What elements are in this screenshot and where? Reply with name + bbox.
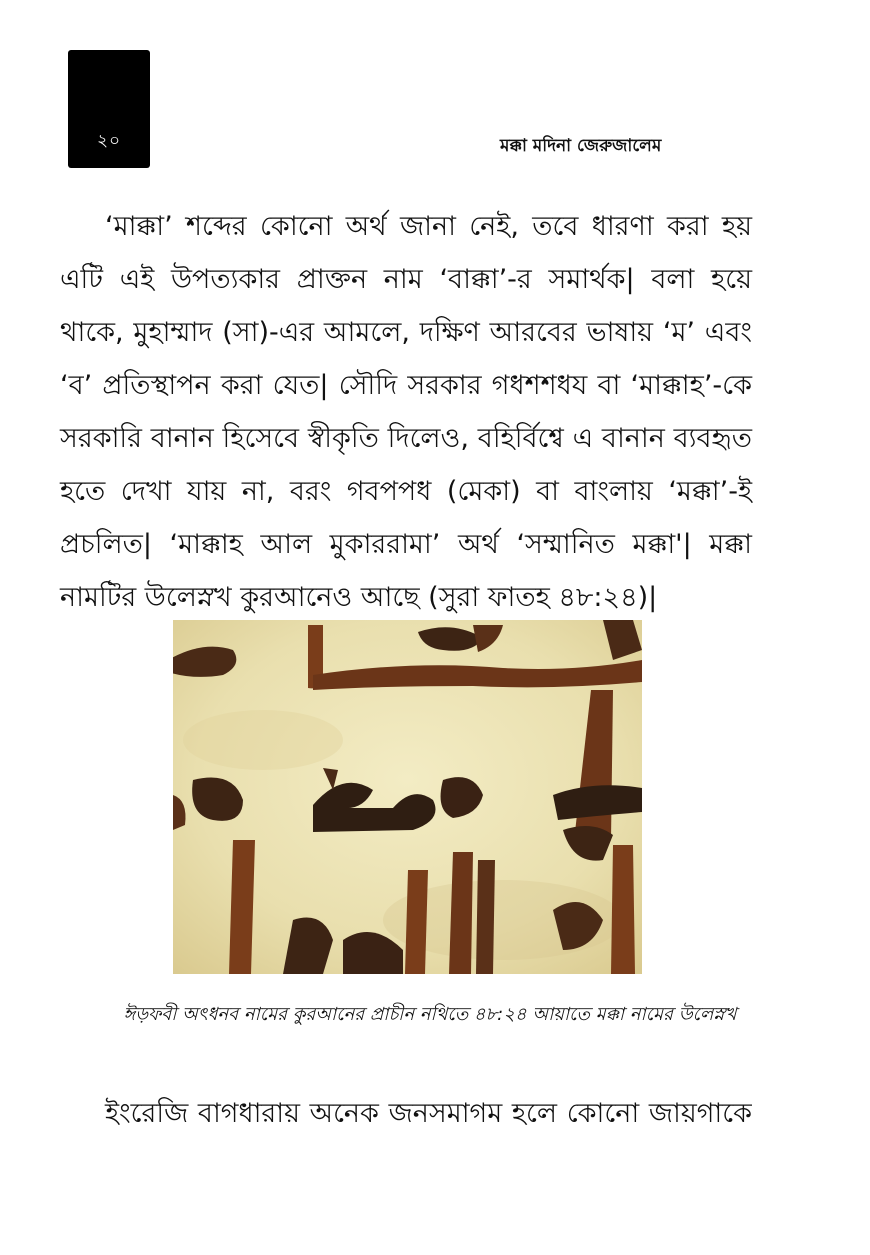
page-number: ২০ [96,131,122,151]
body-paragraph: ‘মাক্কা’ শব্দের কোনো অর্থ জানা নেই, তবে ধারণা করা হয় এটি এই উপত্যকার প্রাক্তন নাম ‘বাক্কা’-র সমার্থক| বলা হয়ে থাকে, মুহাম্মাদ (সা)-এর আমলে, দক্ষিণ আরবের ভাষায় ‘ম’ এবং ‘ব’ প্রতিস্থাপন করা যেত| সৌদি সরকার গধশশধয বা ‘মাক্কাহ’-কে সরকারি বানান হিসেবে স্বীকৃতি দিলেও, বহির্বিশ্বে এ বানান ব্যবহৃত হতে দেখা যায় না, বরং গবপপধ (মেকা) বা বাংলায় ‘মক্কা’-ই প্রচলিত| ‘মাক্কাহ আল মুকাররামা’ অর্থ ‘সম্মানিত মক্কা'| মক্কা নামটির উলেস্নখ কুরআনেও আছে (সুরা ফাতহ ৪৮:২৪)| [60,211,752,613]
manuscript-photo [173,620,642,974]
page-number-box [68,50,150,168]
figure-caption: ঈড়ফবী অৎধনব নামের কুরআনের প্রাচীন নথিতে ৪৮:২৪ আয়াতে মক্কা নামের উলেস্নখ [123,1004,737,1025]
running-title: মক্কা মদিনা জেরুজালেম [500,136,662,156]
continuation-text: ইংরেজি বাগধারায় অনেক জনসমাগম হলে কোনো জায়গাকে [105,1098,752,1129]
